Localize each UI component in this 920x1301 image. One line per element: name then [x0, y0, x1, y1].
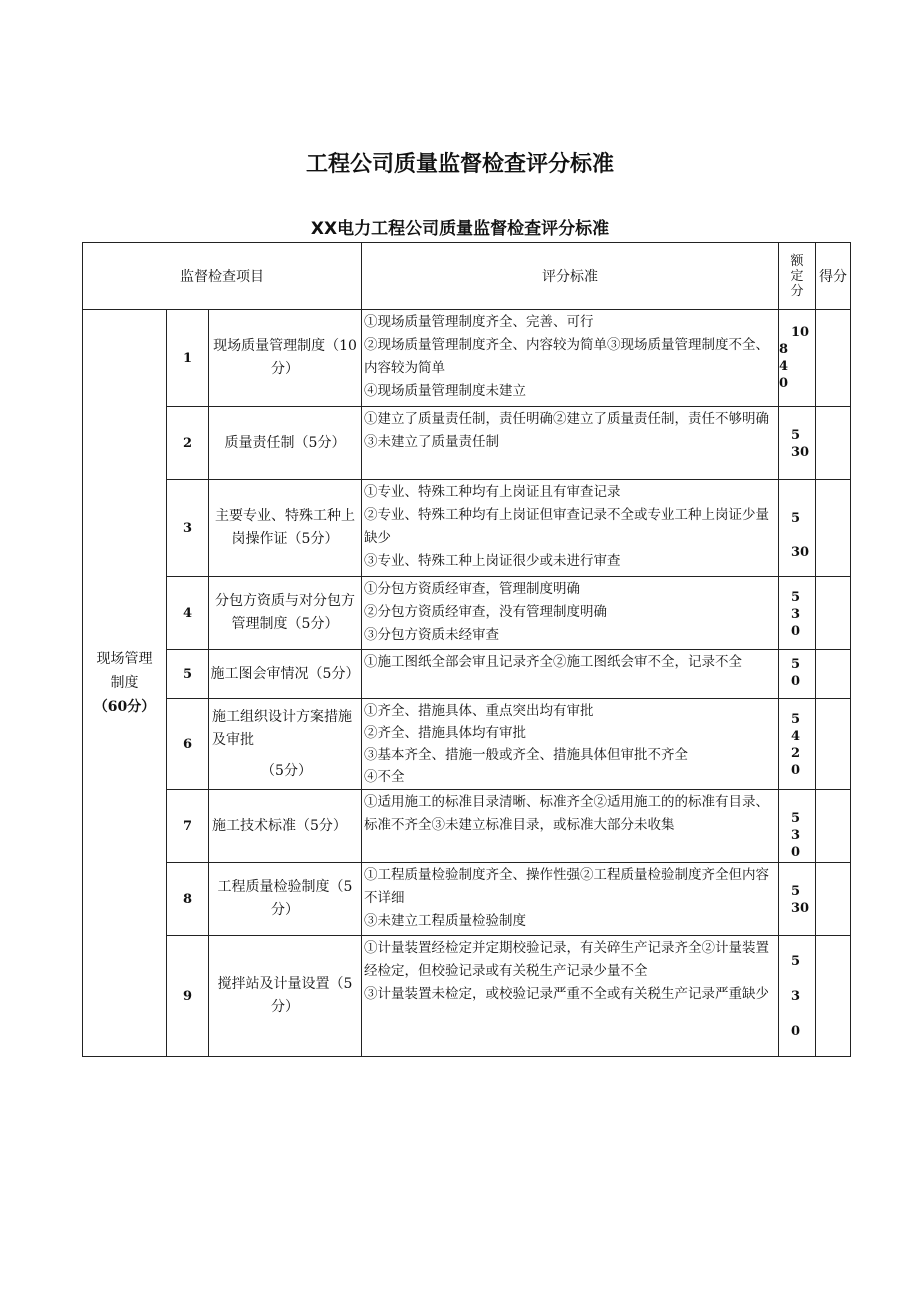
quota-value: 0	[791, 674, 801, 689]
criteria-line: ③专业、特殊工种上岗证很少或未进行审查	[364, 553, 621, 569]
row-score[interactable]	[816, 577, 851, 650]
row-quota	[779, 577, 816, 650]
criteria-line: ①施工图纸全部会审且记录齐全②施工图纸会审不全，记录不全	[364, 654, 743, 670]
document-title: 工程公司质量监督检查评分标准	[305, 152, 614, 177]
header-quota-text: 额定分	[790, 253, 804, 299]
table-subtitle: XX电力工程公司质量监督检查评分标准	[310, 219, 610, 239]
table-row	[83, 407, 851, 480]
quota-value: 0	[791, 763, 801, 778]
criteria-line: ④不全	[364, 769, 405, 785]
table-row	[83, 650, 851, 699]
row-quota	[779, 936, 816, 1057]
row-number: 5	[167, 650, 209, 699]
table-row	[83, 699, 851, 790]
row-score[interactable]	[816, 310, 851, 407]
row-quota	[779, 863, 816, 936]
table-row	[83, 577, 851, 650]
row-score[interactable]	[816, 790, 851, 863]
row-item: 主要专业、特殊工种上岗操作证（5分）	[209, 480, 362, 577]
quota-value: 5	[791, 884, 801, 899]
quota-value: 30	[791, 445, 810, 460]
criteria-line: ①建立了质量责任制，责任明确②建立了质量责任制，责任不够明确	[364, 411, 770, 427]
quota-value: 5	[791, 428, 801, 443]
category-line: （60分）	[93, 699, 156, 715]
criteria-line: ②齐全、措施具体均有审批	[364, 725, 527, 741]
criteria-line: ③计量装置未检定，或校验记录严重不全或有关税生产记录严重缺少	[364, 986, 770, 1002]
row-item: 工程质量检验制度（5分）	[209, 863, 362, 936]
header-quota	[779, 243, 816, 310]
row-quota	[779, 407, 816, 480]
row-quota	[779, 790, 816, 863]
row-criteria	[362, 936, 779, 1057]
quota-value: 5	[791, 511, 801, 526]
row-item: 质量责任制（5分）	[209, 407, 362, 480]
row-quota	[779, 480, 816, 577]
item-line: （5分）	[261, 762, 312, 779]
quota-value: 3	[791, 607, 801, 622]
row-number: 9	[167, 936, 209, 1057]
quota-value: 0	[791, 845, 801, 860]
row-item: 分包方资质与对分包方管理制度（5分）	[209, 577, 362, 650]
row-score[interactable]	[816, 407, 851, 480]
quota-value: 5	[791, 954, 801, 969]
criteria-line: ③未建立了质量责任制	[364, 434, 500, 450]
criteria-line: ④现场质量管理制度未建立	[364, 383, 527, 399]
row-number: 3	[167, 480, 209, 577]
criteria-line: ③未建立工程质量检验制度	[364, 913, 527, 929]
row-criteria	[362, 310, 779, 407]
criteria-line: ①适用施工的标准目录清晰、标准齐全②适用施工的的标准有目录、标准不齐全③未建立标准目录，或标准大部分未收集	[364, 794, 770, 833]
row-criteria	[362, 577, 779, 650]
table-row	[83, 480, 851, 577]
quota-value: 30	[791, 901, 810, 916]
criteria-line: ①齐全、措施具体、重点突出均有审批	[364, 703, 594, 719]
quota-value: 10	[791, 325, 810, 340]
quota-value: 3	[791, 989, 801, 1004]
row-score[interactable]	[816, 699, 851, 790]
table-header-row	[83, 243, 851, 310]
row-quota	[779, 699, 816, 790]
category-line: 制度	[110, 675, 139, 691]
row-score[interactable]	[816, 650, 851, 699]
table-row	[83, 936, 851, 1057]
row-criteria	[362, 650, 779, 699]
quota-value: 4	[779, 359, 789, 374]
header-score: 得分	[816, 243, 851, 310]
quota-value: 8	[779, 342, 789, 357]
category-line: 现场管理	[96, 651, 153, 667]
quota-value: 5	[791, 811, 801, 826]
header-item: 监督检查项目	[83, 243, 362, 310]
row-criteria	[362, 480, 779, 577]
criteria-line: ①现场质量管理制度齐全、完善、可行	[364, 314, 594, 330]
row-item: 施工技术标准（5分）	[209, 790, 362, 863]
row-item	[209, 699, 362, 790]
quota-value: 0	[791, 624, 801, 639]
quota-value: 3	[791, 828, 801, 843]
table-row	[83, 310, 851, 407]
quota-value: 30	[791, 545, 810, 560]
quota-value: 2	[791, 746, 801, 761]
criteria-line: ③基本齐全、措施一般或齐全、措施具体但审批不齐全	[364, 747, 689, 763]
row-number: 2	[167, 407, 209, 480]
row-number: 1	[167, 310, 209, 407]
row-item: 搅拌站及计量设置（5分）	[209, 936, 362, 1057]
row-criteria	[362, 790, 779, 863]
row-item: 现场质量管理制度（10分）	[209, 310, 362, 407]
quota-value: 5	[791, 712, 801, 727]
criteria-line: ③分包方资质未经审查	[364, 627, 500, 643]
row-number: 6	[167, 699, 209, 790]
category-cell	[83, 310, 167, 1057]
quota-value: 0	[779, 376, 789, 391]
row-item: 施工图会审情况（5分）	[209, 650, 362, 699]
criteria-line: ①专业、特殊工种均有上岗证且有审查记录	[364, 484, 621, 500]
table-row	[83, 790, 851, 863]
header-criteria: 评分标准	[362, 243, 779, 310]
row-number: 4	[167, 577, 209, 650]
criteria-line: ①工程质量检验制度齐全、操作性强②工程质量检验制度齐全但内容不详细	[364, 867, 770, 906]
evaluation-table	[82, 242, 851, 1057]
criteria-line: ①计量装置经检定并定期校验记录，有关碎生产记录齐全②计量装置经检定，但校验记录或有关税生产记录少量不全	[364, 940, 770, 979]
row-quota	[779, 650, 816, 699]
table-row	[83, 863, 851, 936]
quota-value: 5	[791, 590, 801, 605]
criteria-line: ②分包方资质经审查，没有管理制度明确	[364, 604, 608, 620]
criteria-line: ①分包方资质经审查，管理制度明确	[364, 581, 581, 597]
quota-value: 5	[791, 657, 801, 672]
row-quota	[779, 310, 816, 407]
row-number: 8	[167, 863, 209, 936]
row-criteria	[362, 407, 779, 480]
row-number: 7	[167, 790, 209, 863]
row-criteria	[362, 863, 779, 936]
row-score[interactable]	[816, 480, 851, 577]
row-criteria	[362, 699, 779, 790]
quota-value: 0	[791, 1024, 801, 1039]
quota-value: 4	[791, 729, 801, 744]
criteria-line: ②专业、特殊工种均有上岗证但审查记录不全或专业工种上岗证少量缺少	[364, 507, 770, 546]
row-score[interactable]	[816, 863, 851, 936]
row-score[interactable]	[816, 936, 851, 1057]
item-line: 施工组织设计方案措施及审批	[212, 708, 352, 748]
criteria-line: ②现场质量管理制度齐全、内容较为简单③现场质量管理制度不全、内容较为简单	[364, 337, 770, 376]
